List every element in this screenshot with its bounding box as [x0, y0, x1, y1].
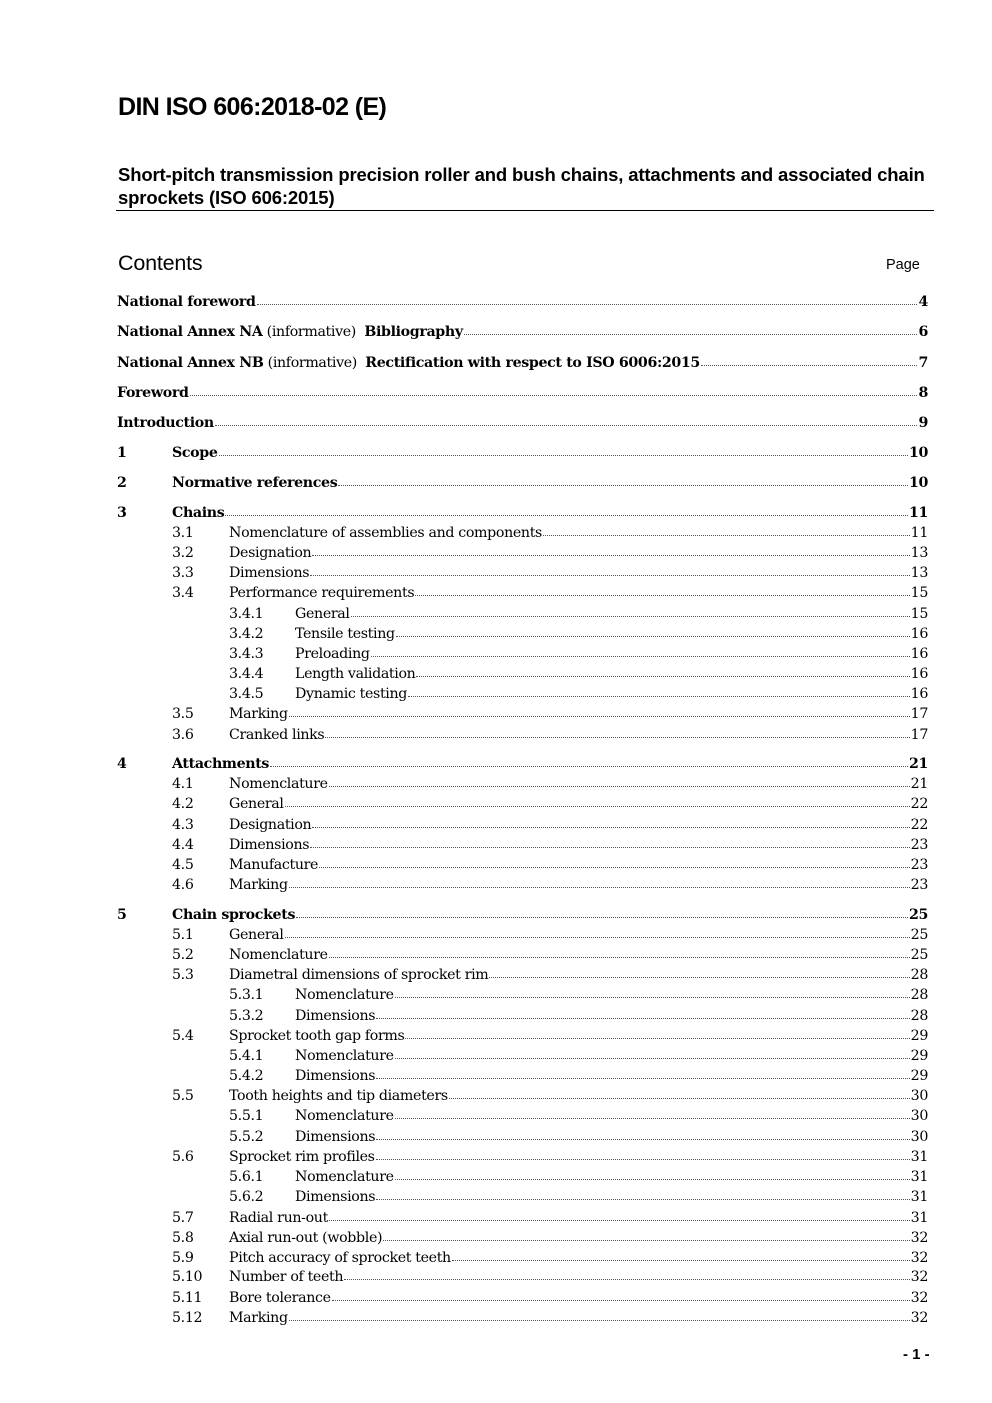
toc-entry-title: Nomenclature [295, 1169, 394, 1185]
toc-subclause-entry[interactable] [0, 727, 928, 747]
toc-entry-title: Tensile testing [295, 626, 395, 642]
toc-dot-leader [395, 997, 910, 998]
toc-entry-number: 5.1 [172, 927, 194, 943]
toc-entry-title: Preloading [295, 646, 370, 662]
toc-entry-number: 3.3 [172, 565, 194, 581]
toc-entry-number: 5.6 [172, 1149, 194, 1165]
toc-dot-leader [344, 1279, 909, 1280]
toc-dot-leader [395, 1118, 910, 1119]
toc-subclause-entry[interactable] [0, 817, 928, 837]
toc-entry-number: 5.6.1 [229, 1169, 264, 1185]
toc-subclause-entry[interactable] [0, 1028, 928, 1048]
toc-dot-leader [310, 847, 909, 848]
toc-entry-number: 3.6 [172, 727, 194, 743]
toc-page-number: 25 [908, 907, 928, 923]
toc-page-number: 4 [918, 294, 928, 310]
toc-page-number: 28 [910, 967, 928, 983]
toc-entry-number: 4 [117, 756, 127, 772]
toc-dot-leader [257, 304, 918, 305]
annex-type: (informative) [262, 324, 365, 340]
toc-dot-leader [312, 555, 909, 556]
toc-page-number: 28 [910, 1008, 928, 1024]
toc-subclause-entry[interactable] [0, 606, 928, 626]
toc-entry-number: 4.3 [172, 817, 194, 833]
toc-entry-title: Bore tolerance [229, 1290, 331, 1306]
toc-dot-leader [289, 887, 910, 888]
toc-page-number: 13 [910, 545, 928, 561]
toc-subclause-entry[interactable] [0, 646, 928, 666]
toc-entry-title: Marking [229, 877, 288, 893]
toc-entry-title: Nomenclature [295, 1108, 394, 1124]
toc-entry-number: 3.4.2 [229, 626, 264, 642]
toc-front-entry[interactable] [0, 415, 928, 435]
toc-subclause-entry[interactable] [0, 877, 928, 897]
toc-dot-leader [489, 977, 909, 978]
page-number-footer: - 1 - [903, 1346, 930, 1363]
toc-dot-leader [371, 656, 910, 657]
toc-entry-number: 3.4.3 [229, 646, 264, 662]
annex-label: National Annex NB [117, 355, 264, 371]
toc-page-number: 25 [910, 927, 928, 943]
toc-dot-leader [395, 1058, 910, 1059]
toc-page-number: 16 [910, 646, 928, 662]
toc-dot-leader [383, 1240, 909, 1241]
toc-dot-leader [701, 365, 918, 366]
toc-dot-leader [396, 636, 910, 637]
toc-entry-number: 5.12 [172, 1310, 203, 1326]
toc-page-number: 31 [910, 1149, 928, 1165]
toc-dot-leader [376, 1199, 909, 1200]
toc-entry-number: 3 [117, 505, 127, 521]
toc-entry-title: Number of teeth [229, 1269, 344, 1285]
toc-entry-number: 4.4 [172, 837, 194, 853]
toc-page-number: 22 [910, 817, 928, 833]
toc-entry-number: 3.5 [172, 706, 194, 722]
toc-front-entry[interactable] [0, 355, 928, 375]
toc-page-number: 23 [910, 857, 928, 873]
toc-dot-leader [376, 1018, 909, 1019]
toc-clause-entry[interactable] [0, 505, 928, 525]
toc-subclause-entry[interactable] [0, 987, 928, 1007]
toc-entry-title: Dimensions [229, 837, 310, 853]
toc-page-number: 16 [910, 666, 928, 682]
toc-subclause-entry[interactable] [0, 1310, 928, 1330]
toc-dot-leader [376, 1078, 909, 1079]
toc-page-number: 11 [910, 525, 928, 541]
toc-clause-entry[interactable] [0, 445, 928, 465]
toc-entry-title: Foreword [117, 385, 189, 401]
toc-entry-number: 5.5.1 [229, 1108, 264, 1124]
toc-page-number: 23 [910, 837, 928, 853]
toc-entry-number: 3.4.1 [229, 606, 264, 622]
toc-entry-number: 3.1 [172, 525, 194, 541]
toc-entry-title: Dimensions [295, 1068, 376, 1084]
toc-page-number: 30 [910, 1108, 928, 1124]
toc-front-entry[interactable] [0, 324, 928, 344]
toc-dot-leader [289, 716, 910, 717]
toc-entry-number: 3.4.4 [229, 666, 264, 682]
annex-title: Rectification with respect to ISO 6006:2015 [365, 355, 700, 371]
toc-entry-title: General [229, 927, 284, 943]
toc-entry-number: 4.6 [172, 877, 194, 893]
toc-page-number: 6 [918, 324, 928, 340]
toc-entry-number: 5.7 [172, 1210, 194, 1226]
toc-entry-title: Pitch accuracy of sprocket teeth [229, 1250, 451, 1266]
toc-dot-leader [405, 1038, 909, 1039]
toc-entry-number: 4.2 [172, 796, 194, 812]
toc-dot-leader [219, 455, 908, 456]
toc-page-number: 29 [910, 1068, 928, 1084]
toc-subclause-entry[interactable] [0, 1008, 928, 1028]
toc-subclause-entry[interactable] [0, 565, 928, 585]
toc-entry-title: General [229, 796, 284, 812]
toc-page-number: 32 [910, 1250, 928, 1266]
toc-entry-number: 4.1 [172, 776, 194, 792]
toc-dot-leader [351, 616, 910, 617]
toc-entry-title: Nomenclature [295, 1048, 394, 1064]
toc-entry-title: Diametral dimensions of sprocket rim [229, 967, 489, 983]
toc-subclause-entry[interactable] [0, 947, 928, 967]
toc-subclause-entry[interactable] [0, 666, 928, 686]
toc-subclause-entry[interactable] [0, 776, 928, 796]
toc-entry-number: 5.3 [172, 967, 194, 983]
toc-dot-leader [415, 595, 909, 596]
annex-title: Bibliography [364, 324, 463, 340]
toc-page-number: 25 [910, 947, 928, 963]
toc-front-entry[interactable] [0, 385, 928, 405]
toc-page-number: 15 [910, 585, 928, 601]
toc-subclause-entry[interactable] [0, 706, 928, 726]
toc-entry-number: 5.4 [172, 1028, 194, 1044]
toc-subclause-entry[interactable] [0, 1108, 928, 1128]
toc-entry-title: Attachments [172, 756, 270, 772]
toc-entry-title: Chains [172, 505, 225, 521]
toc-page-number: 7 [918, 355, 928, 371]
toc-page-number: 15 [910, 606, 928, 622]
toc-dot-leader [376, 1139, 909, 1140]
toc-entry-title: Designation [229, 545, 312, 561]
toc-entry-number: 5.10 [172, 1269, 203, 1285]
toc-subclause-entry[interactable] [0, 927, 928, 947]
toc-subclause-entry[interactable] [0, 686, 928, 706]
toc-dot-leader [270, 766, 908, 767]
toc-entry-number: 3.4 [172, 585, 194, 601]
toc-entry-title: Dimensions [229, 565, 310, 581]
toc-page-number: 31 [910, 1169, 928, 1185]
toc-dot-leader [543, 535, 910, 536]
toc-entry-number: 5.3.1 [229, 987, 264, 1003]
toc-dot-leader [319, 867, 910, 868]
toc-clause-entry[interactable] [0, 756, 928, 776]
toc-subclause-entry[interactable] [0, 525, 928, 545]
toc-dot-leader [408, 696, 910, 697]
toc-page-number: 31 [910, 1189, 928, 1205]
toc-dot-leader [285, 937, 910, 938]
toc-page-number: 30 [910, 1088, 928, 1104]
toc-page-number: 13 [910, 565, 928, 581]
toc-entry-title: Sprocket rim profiles [229, 1149, 375, 1165]
annex-type: (informative) [263, 355, 366, 371]
toc-entry-number: 5.3.2 [229, 1008, 264, 1024]
toc-dot-leader [395, 1179, 910, 1180]
toc-dot-leader [449, 1098, 910, 1099]
toc-entry-title: Manufacture [229, 857, 319, 873]
toc-entry-number: 5.8 [172, 1230, 194, 1246]
toc-entry-title: Nomenclature of assemblies and components [229, 525, 542, 541]
toc-entry-title: Nomenclature [229, 947, 328, 963]
toc-subclause-entry[interactable] [0, 1189, 928, 1209]
toc-subclause-entry[interactable] [0, 1169, 928, 1189]
toc-page-number: 30 [910, 1129, 928, 1145]
toc-dot-leader [332, 1300, 910, 1301]
toc-entry-title: National foreword [117, 294, 256, 310]
toc-dot-leader [329, 957, 910, 958]
toc-page-number: 17 [910, 727, 928, 743]
toc-entry-title: Nomenclature [295, 987, 394, 1003]
toc-subclause-entry[interactable] [0, 857, 928, 877]
toc-page-number: 23 [910, 877, 928, 893]
toc-entry-number: 5.5 [172, 1088, 194, 1104]
toc-entry-number: 5.4.2 [229, 1068, 264, 1084]
toc-page-number: 28 [910, 987, 928, 1003]
toc-dot-leader [310, 575, 909, 576]
toc-subclause-entry[interactable] [0, 585, 928, 605]
toc-subclause-entry[interactable] [0, 545, 928, 565]
toc-subclause-entry[interactable] [0, 1250, 928, 1270]
toc-entry-title: Performance requirements [229, 585, 415, 601]
toc-subclause-entry[interactable] [0, 1230, 928, 1250]
toc-entry-title: Dimensions [295, 1008, 376, 1024]
toc-entry-number: 5.9 [172, 1250, 194, 1266]
toc-page-number: 10 [908, 445, 928, 461]
toc-entry-title: Cranked links [229, 727, 325, 743]
toc-dot-leader [190, 395, 918, 396]
toc-entry-title: Marking [229, 706, 288, 722]
toc-dot-leader [452, 1260, 910, 1261]
toc-entry-title: Marking [229, 1310, 288, 1326]
toc-entry-number: 5.2 [172, 947, 194, 963]
toc-page-number: 32 [910, 1310, 928, 1326]
toc-entry-number: 5.4.1 [229, 1048, 264, 1064]
toc-entry-title: Radial run-out [229, 1210, 328, 1226]
toc-subclause-entry[interactable] [0, 1088, 928, 1108]
toc-entry-number: 3.2 [172, 545, 194, 561]
toc-entry-number: 5.5.2 [229, 1129, 264, 1145]
toc-entry-title: Dimensions [295, 1129, 376, 1145]
toc-entry-title: Dynamic testing [295, 686, 408, 702]
toc-page-number: 32 [910, 1269, 928, 1285]
toc-entry-title: Designation [229, 817, 312, 833]
toc-dot-leader [329, 1220, 910, 1221]
toc-dot-leader [289, 1320, 910, 1321]
toc-dot-leader [312, 827, 909, 828]
toc-page-number: 10 [908, 475, 928, 491]
toc-entry-title: Chain sprockets [172, 907, 296, 923]
toc-entry-title [117, 324, 463, 340]
toc-subclause-entry[interactable] [0, 837, 928, 857]
toc-page-number: 17 [910, 706, 928, 722]
toc-entry-title [117, 355, 700, 371]
toc-entry-title: Axial run-out (wobble) [229, 1230, 383, 1246]
toc-page-number: 21 [910, 776, 928, 792]
toc-subclause-entry[interactable] [0, 1290, 928, 1310]
toc-entry-number: 3.4.5 [229, 686, 264, 702]
toc-subclause-entry[interactable] [0, 1149, 928, 1169]
toc-entry-title: Length validation [295, 666, 416, 682]
toc-entry-title: Normative references [172, 475, 338, 491]
toc-dot-leader [376, 1159, 910, 1160]
toc-dot-leader [464, 334, 918, 335]
toc-page-number: 31 [910, 1210, 928, 1226]
toc-page-number: 22 [910, 796, 928, 812]
toc-page-number: 32 [910, 1230, 928, 1246]
toc-entry-title: General [295, 606, 350, 622]
toc-subclause-entry[interactable] [0, 1048, 928, 1068]
toc-entry-number: 5.6.2 [229, 1189, 264, 1205]
toc-subclause-entry[interactable] [0, 1269, 928, 1289]
toc-dot-leader [338, 485, 908, 486]
toc-dot-leader [285, 806, 910, 807]
toc-page-number: 8 [918, 385, 928, 401]
document-title: DIN ISO 606:2018-02 (E) [118, 93, 387, 121]
toc-entry-title: Introduction [117, 415, 214, 431]
toc-page-number: 32 [910, 1290, 928, 1306]
toc-entry-title: Dimensions [295, 1189, 376, 1205]
toc-subclause-entry[interactable] [0, 1129, 928, 1149]
toc-page-number: 9 [918, 415, 928, 431]
toc-dot-leader [416, 676, 909, 677]
toc-dot-leader [215, 425, 918, 426]
toc-entry-number: 1 [117, 445, 127, 461]
toc-entry-number: 2 [117, 475, 127, 491]
toc-entry-title: Nomenclature [229, 776, 328, 792]
annex-label: National Annex NA [117, 324, 263, 340]
toc-subclause-entry[interactable] [0, 1210, 928, 1230]
toc-clause-entry[interactable] [0, 907, 928, 927]
toc-subclause-entry[interactable] [0, 796, 928, 816]
toc-page-number: 21 [908, 756, 928, 772]
contents-heading: Contents [118, 251, 203, 275]
toc-entry-title: Scope [172, 445, 218, 461]
toc-subclause-entry[interactable] [0, 967, 928, 987]
toc-page-number: 16 [910, 626, 928, 642]
toc-page-number: 29 [910, 1028, 928, 1044]
toc-entry-number: 5.11 [172, 1290, 203, 1306]
toc-subclause-entry[interactable] [0, 626, 928, 646]
document-subtitle: Short-pitch transmission precision roller and bush chains, attachments and associated chain sprockets (ISO 606:2015) [118, 164, 925, 208]
toc-page-number: 16 [910, 686, 928, 702]
toc-clause-entry[interactable] [0, 475, 928, 495]
toc-page-number: 11 [908, 505, 928, 521]
toc-entry-title: Sprocket tooth gap forms [229, 1028, 405, 1044]
toc-entry-title: Tooth heights and tip diameters [229, 1088, 448, 1104]
toc-subclause-entry[interactable] [0, 1068, 928, 1088]
page-column-label: Page [886, 257, 920, 273]
toc-dot-leader [329, 786, 910, 787]
toc-page-number: 29 [910, 1048, 928, 1064]
toc-dot-leader [325, 737, 909, 738]
toc-entry-number: 5 [117, 907, 127, 923]
toc-entry-number: 4.5 [172, 857, 194, 873]
toc-dot-leader [296, 917, 908, 918]
toc-front-entry[interactable] [0, 294, 928, 314]
toc-dot-leader [225, 515, 908, 516]
